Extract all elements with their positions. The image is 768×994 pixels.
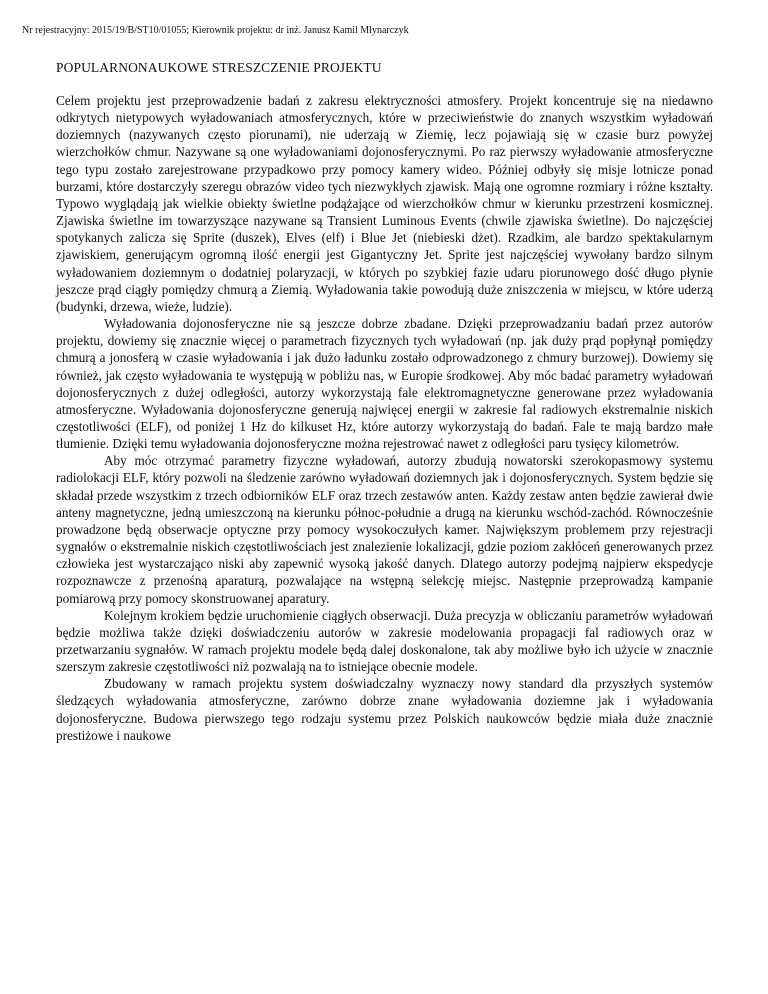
document-body: [56, 92, 713, 744]
paragraph-conclusion: Zbudowany w ramach projektu system doświadczalny wyznaczy nowy standard dla przyszłych systemów śledzących wyładowania atmosferyczne, zarówno dobrze znane wyładowania doziemne jak i wyładowania dojonosferyczne. Budowa pierwszego tego rodzaju systemu przez Polskich naukowców będzie miała duże znacznie prestiżowe i naukowe: [56, 676, 713, 743]
document-title: POPULARNONAUKOWE STRESZCZENIE PROJEKTU: [56, 60, 382, 75]
page-header-reference: Nr rejestracyjny: 2015/19/B/ST10/01055; Kierownik projektu: dr inż. Janusz Kamil Młynarczyk: [22, 25, 409, 36]
paragraph-intro: Celem projektu jest przeprowadzenie badań z zakresu elektryczności atmosfery. Projekt koncentruje się na niedawno odkrytych nietypowych wyładowaniach atmosferycznych, które w przeciwieństwie do znanych wszystkim wyładowań doziemnych (nazywanych często piorunami), nie uderzają w Ziemię, lecz pojawiają się w czasie burz powyżej wierzchołków chmur. Nazywane są one wyładowaniami dojonosferycznymi. Po raz pierwszy wyładowanie atmosferyczne tego typu zostało zarejestrowane przypadkowo przy pomocy kamery wideo. Później odbyły się misje lotnicze ponad burzami, które dostarczyły szeregu obrazów video tych niezwykłych zjawisk. Mają one ogromne rozmiary i różne kształty. Typowo wyglądają jak wielkie obiekty świetlne podążające od wierzchołków chmur w kierunku przestrzeni kosmicznej. Zjawiska świetlne im towarzyszące nazywane są Transient Luminous Events (chwile zjawiska świetlne). Do najczęściej spotykanych zalicza się Sprite (duszek), Elves (elf) i Blue Jet (niebieski dżet). Rzadkim, ale bardzo spektakularnym zjawiskiem, generującym ogromną ilość energii jest Gigantyczny Jet. Sprite jest najczęściej wywołany bardzo silnym wyładowaniem doziemnym o dodatniej polaryzacji, w których po szybkiej fazie udaru piorunowego dość długo płynie jeszcze prąd ciągły pomiędzy chmurą a Ziemią. Wyładowania takie powodują duże zniszczenia w miejscu, w które uderzą (budynki, drzewa, wieże, ludzie).: [56, 93, 713, 314]
paragraph-continuous-observations: Kolejnym krokiem będzie uruchomienie ciągłych obserwacji. Duża precyzja w obliczaniu parametrów wyładowań będzie możliwa także dzięki doświadczeniu autorów w zakresie modelowania propagacji fal radiowych oraz w przetwarzaniu sygnałów. W ramach projektu modele będą dalej doskonalone, tak aby możliwe było ich użycie w znacznie szerszym zakresie częstotliwości niż pozwalają na to istniejące obecnie modele.: [56, 607, 713, 675]
paragraph-elf-system: Aby móc otrzymać parametry fizyczne wyładowań, autorzy zbudują nowatorski szerokopasmowy systemu radiolokacji ELF, który pozwoli na śledzenie zarówno wyładowań doziemnych jak i dojonosferycznych. System będzie się składał przede wszystkim z trzech odbiorników ELF oraz trzech zestawów anten. Każdy zestaw anten będzie zawierał dwie anteny magnetyczne, jedną umieszczoną na kierunku północ-południe a drugą na kierunku wschód-zachód. Równocześnie prowadzone będą obserwacje optyczne przy pomocy wysokoczułych kamer. Największym problemem przy rejestracji sygnałów o ekstremalnie niskich częstotliwościach jest znalezienie lokalizacji, gdzie poziom zakłóceń generowanych przez człowieka jest wystarczająco niski aby zapewnić wysoką jakość danych. Dlatego autorzy podejmą najpierw ekspedycje rozpoznawcze z przenośną aparaturą, pozwalające na wstępną selekcję miejsc. Następnie przeprowadzą kampanie pomiarową przy pomocy skonstruowanej aparatury.: [56, 453, 713, 606]
paragraph-research-goals: Wyładowania dojonosferyczne nie są jeszcze dobrze zbadane. Dzięki przeprowadzaniu badań przez autorów projektu, dowiemy się znacznie więcej o parametrach fizycznych tych wyładowań (np. jak duży prąd popłynął pomiędzy chmurą a jonosferą w czasie wyładowania i jak dużo ładunku zostało odprowadzonego z chmury burzowej). Dowiemy się również, jak często wyładowania te występują w pobliżu nas, w Europie środkowej. Aby móc badać parametry wyładowań dojonosferycznych z dużej odległości, autorzy wykorzystają fale elektromagnetyczne generowane przez wyładowania atmosferyczne. Wyładowania dojonosferyczne generują najwięcej energii w zakresie fal radiowych ekstremalnie niskich częstotliwości (ELF), od poniżej 1 Hz do kilkuset Hz, które autorzy wykorzystają do badań. Fale te mają bardzo małe tłumienie. Dzięki temu wyładowania dojonosferyczne można rejestrować nawet z odległości paru tysięcy kilometrów.: [56, 316, 713, 452]
